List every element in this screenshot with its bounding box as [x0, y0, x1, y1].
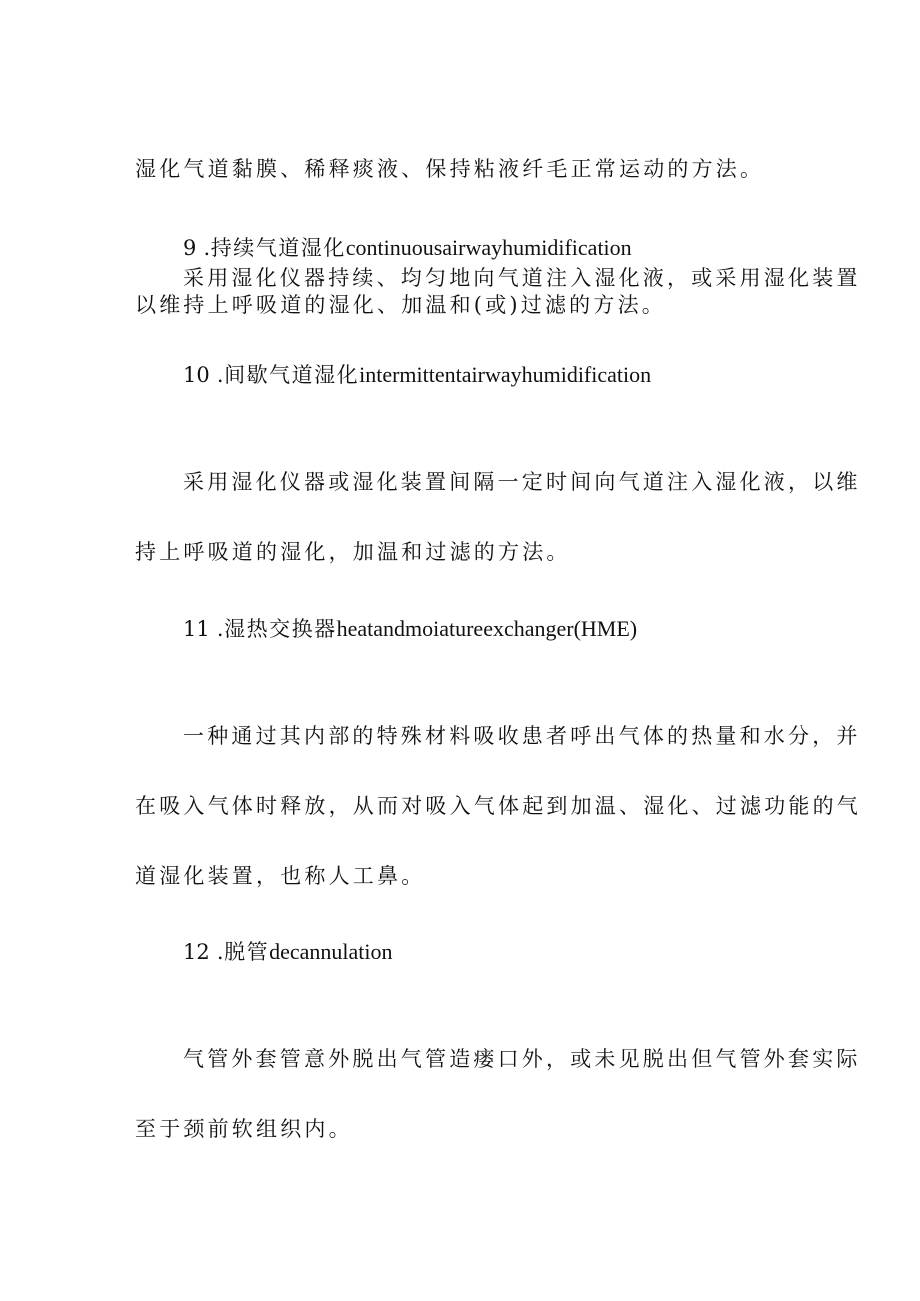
body-line: 在吸入气体时释放，从而对吸入气体起到加温、湿化、过滤功能的气: [135, 794, 861, 818]
body-line: 持上呼吸道的湿化，加温和过滤的方法。: [135, 540, 571, 564]
section-number: 12: [183, 940, 210, 964]
body-line: 采用湿化仪器或湿化装置间隔一定时间向气道注入湿化液，以维: [183, 470, 861, 494]
term-chinese: 脱管: [224, 940, 270, 964]
body-line: 一种通过其内部的特殊材料吸收患者呼出气体的热量和水分，并: [183, 724, 861, 748]
section-dot: .: [196, 236, 211, 260]
body-line: 道湿化装置，也称人工鼻。: [135, 864, 426, 888]
term-chinese: 持续气道湿化: [210, 236, 346, 260]
term-english: intermittentairwayhumidification: [359, 362, 652, 387]
term-english: heatandmoiatureexchanger(HME): [336, 616, 638, 641]
body-line: 至于颈前软组织内。: [135, 1117, 353, 1141]
body-line: 以维持上呼吸道的湿化、加温和(或)过滤的方法。: [135, 293, 666, 317]
term-english: continuousairwayhumidification: [345, 235, 632, 260]
section-heading-10: [183, 361, 651, 389]
section-dot: .: [209, 940, 225, 964]
section-dot: .: [209, 617, 225, 641]
section-heading-12: [183, 938, 393, 966]
body-line: 采用湿化仪器持续、均匀地向气道注入湿化液，或采用湿化装置: [183, 266, 861, 290]
body-line: 湿化气道黏膜、稀释痰液、保持粘液纤毛正常运动的方法。: [135, 157, 765, 181]
section-number: 10: [183, 363, 210, 387]
section-heading-9: [183, 234, 632, 262]
section-number: 11: [183, 617, 210, 641]
body-line: 气管外套管意外脱出气管造瘘口外，或未见脱出但气管外套实际: [183, 1047, 861, 1071]
term-english: decannulation: [269, 939, 393, 964]
term-chinese: 间歇气道湿化: [224, 363, 360, 387]
section-heading-11: [183, 615, 637, 643]
section-number: 9: [183, 236, 197, 260]
section-dot: .: [209, 363, 225, 387]
term-chinese: 湿热交换器: [224, 617, 337, 641]
